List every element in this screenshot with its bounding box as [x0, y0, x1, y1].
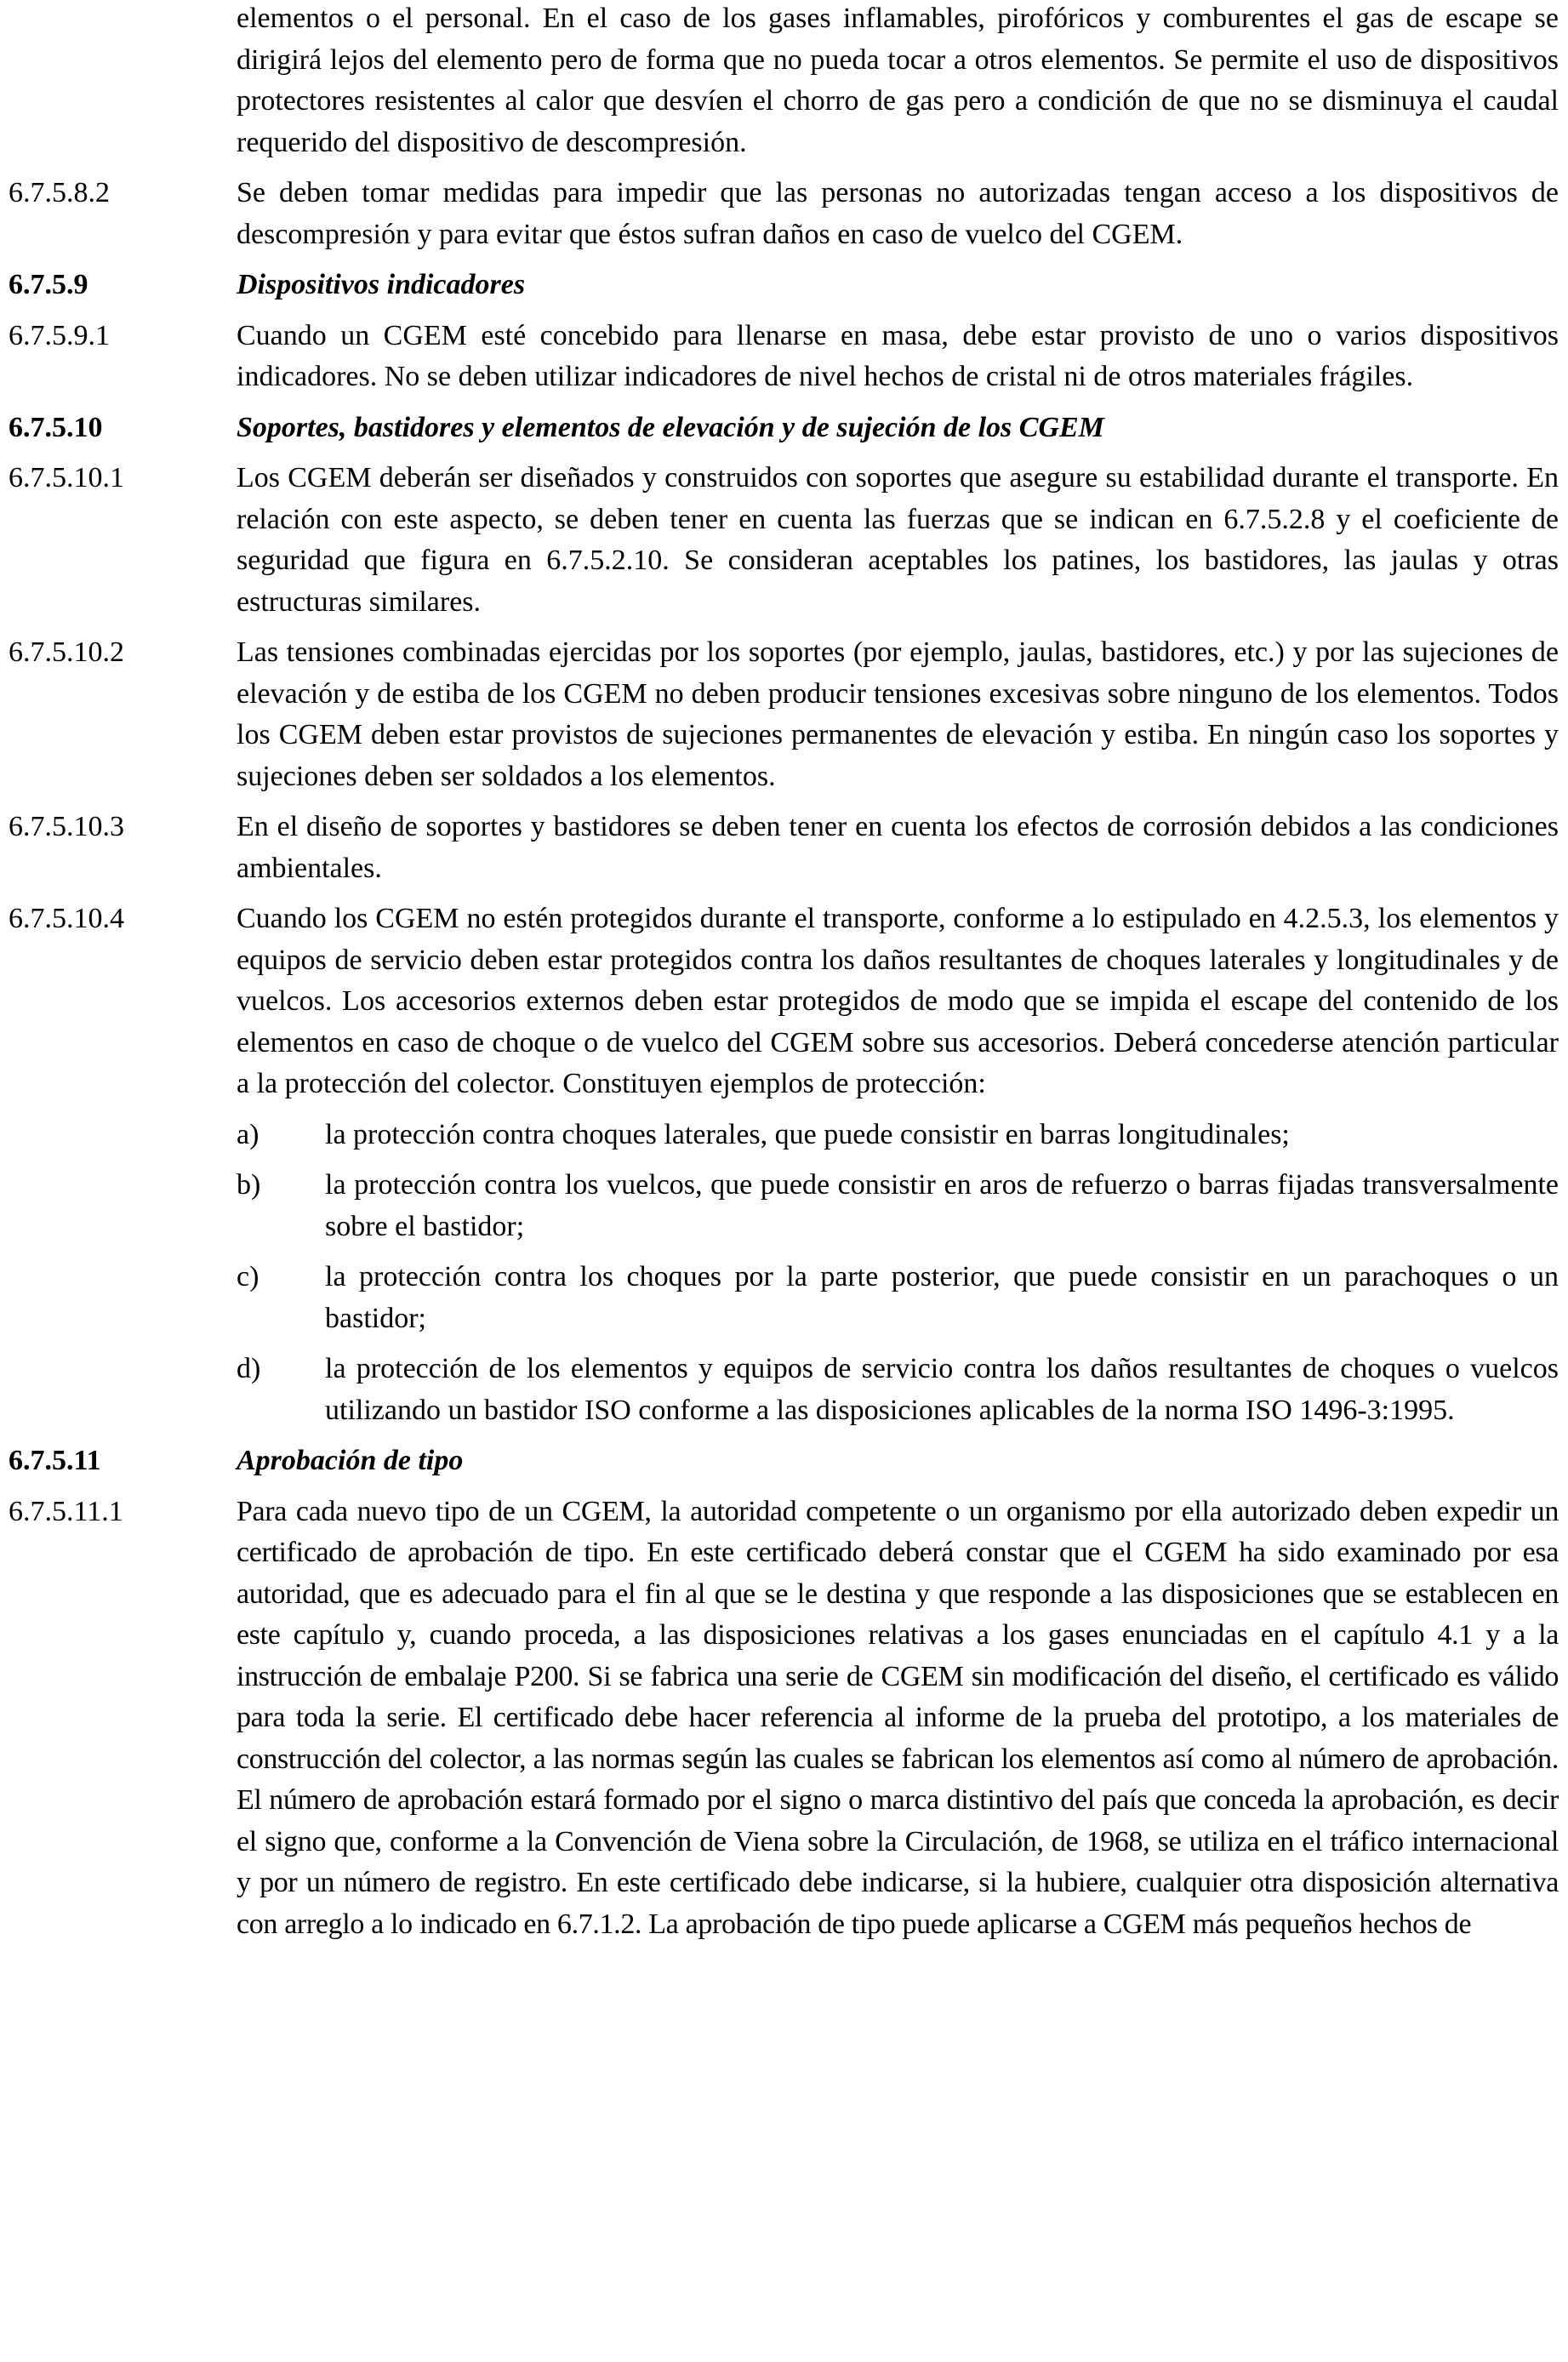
- paragraph-6-7-5-9-1: [9, 316, 1559, 398]
- list-item: [237, 1349, 1559, 1431]
- paragraph-text: Las tensiones combinadas ejercidas por los soportes (por ejemplo, jaulas, bastidores, etc.) y por las sujeciones de elevación y de estiba de los CGEM no deben producir tensiones excesivas sobre ninguno de los elementos. Todos los CGEM deben estar provistos de sujeciones permanentes de elevación y estiba. En ningún caso los soportes y sujeciones deben ser soldados a los elementos.: [237, 636, 1559, 792]
- paragraph-text: En el diseño de soportes y bastidores se deben tener en cuenta los efectos de corrosión debidos a las condiciones ambientales.: [237, 811, 1559, 884]
- section-number: 6.7.5.9: [9, 269, 88, 300]
- paragraph-text: Cuando un CGEM esté concebido para llenarse en masa, debe estar provisto de uno o varios dispositivos indicadores. No se deben utilizar indicadores de nivel hechos de cristal ni de otros materiales frágiles.: [237, 319, 1559, 392]
- section-heading-6-7-5-11: [9, 1441, 1559, 1482]
- list-item: [237, 1165, 1559, 1247]
- section-number: 6.7.5.11: [9, 1445, 101, 1476]
- paragraph-number: 6.7.5.11.1: [9, 1495, 123, 1527]
- paragraph-6-7-5-10-2: [9, 632, 1559, 797]
- paragraph-6-7-5-8-2: [9, 173, 1559, 255]
- paragraph-6-7-5-10-1: [9, 458, 1559, 623]
- section-title: Aprobación de tipo: [237, 1445, 464, 1476]
- list-item: [237, 1257, 1559, 1339]
- paragraph-6-7-5-11-1: [9, 1492, 1559, 1946]
- paragraph-number: 6.7.5.10.4: [9, 903, 124, 934]
- list-item-text: la protección de los elementos y equipos de servicio contra los daños resultantes de choques o vuelcos utilizando un bastidor ISO conforme a las disposiciones aplicables de la norma ISO 1496-3:1995.: [325, 1353, 1559, 1426]
- section-title: Dispositivos indicadores: [237, 269, 526, 300]
- paragraph-text: Cuando los CGEM no estén protegidos durante el transporte, conforme a lo estipulado en 4.2.5.3, los elementos y equipos de servicio deben estar protegidos contra los daños resultantes de choques laterales y longitudinales y de vuelcos. Los accesorios externos deben estar protegidos de modo que se impida el escape del contenido de los elementos en caso de choque o de vuelco del CGEM sobre sus accesorios. Deberá concederse atención particular a la protección del colector. Constituyen ejemplos de protección:: [237, 903, 1559, 1099]
- list-item: [237, 1115, 1559, 1156]
- list-item-text: la protección contra los vuelcos, que puede consistir en aros de refuerzo o barras fijadas transversalmente sobre el bastidor;: [325, 1169, 1559, 1242]
- document-content: [9, 0, 1559, 1954]
- paragraph-text: Se deben tomar medidas para impedir que las personas no autorizadas tengan acceso a los dispositivos de descompresión y para evitar que éstos sufran daños en caso de vuelco del CGEM.: [237, 177, 1559, 250]
- paragraph-6-7-5-10-4: [9, 899, 1559, 1105]
- list-item-letter: b): [237, 1169, 261, 1201]
- paragraph-number: 6.7.5.9.1: [9, 319, 110, 351]
- list-item-letter: d): [237, 1353, 261, 1384]
- protection-examples-list: [237, 1115, 1559, 1432]
- list-item-letter: c): [237, 1261, 259, 1292]
- paragraph-text: Los CGEM deberán ser diseñados y construidos con soportes que asegure su estabilidad durante el transporte. En relación con este aspecto, se deben tener en cuenta las fuerzas que se indican en 6.7.5.2.8 y el coeficiente de seguridad que figura en 6.7.5.2.10. Se consideran aceptables los patines, los bastidores, las jaulas y otras estructuras similares.: [237, 462, 1559, 618]
- paragraph-text: Para cada nuevo tipo de un CGEM, la autoridad competente o un organismo por ella autorizado deben expedir un certificado de aprobación de tipo. En este certificado deberá constar que el CGEM ha sido examinado por esa autoridad, que es adecuado para el fin al que se le destina y que responde a las disposiciones que se establecen en este capítulo y, cuando proceda, a las disposiciones relativas a los gases enunciadas en el capítulo 4.1 y a la instrucción de embalaje P200. Si se fabrica una serie de CGEM sin modificación del diseño, el certificado es válido para toda la serie. El certificado debe hacer referencia al informe de la prueba del prototipo, a los materiales de construcción del colector, a las normas según las cuales se fabrican los elementos así como al número de aprobación. El número de aprobación estará formado por el signo o marca distintivo del país que conceda la aprobación, es decir el signo que, conforme a la Convención de Viena sobre la Circulación, de 1968, se utiliza en el tráfico internacional y por un número de registro. En este certificado debe indicarse, si la hubiere, cualquier otra disposición alternativa con arreglo a lo indicado en 6.7.1.2. La aprobación de tipo puede aplicarse a CGEM más pequeños hechos de: [237, 1495, 1559, 1940]
- paragraph-continuation: [9, 0, 1559, 163]
- list-item-text: la protección contra los choques por la parte posterior, que puede consistir en un parachoques o un bastidor;: [325, 1261, 1559, 1334]
- section-title: Soportes, bastidores y elementos de elevación y de sujeción de los CGEM: [237, 411, 1104, 443]
- section-heading-6-7-5-9: [9, 265, 1559, 306]
- list-item-letter: a): [237, 1118, 259, 1150]
- paragraph-text: elementos o el personal. En el caso de los gases inflamables, pirofóricos y comburentes el gas de escape se dirigirá lejos del elemento pero de forma que no pueda tocar a otros elementos. Se permite el uso de dispositivos protectores resistentes al calor que desvíen el chorro de gas pero a condición de que no se disminuya el caudal requerido del dispositivo de descompresión.: [237, 3, 1559, 158]
- list-item-text: la protección contra choques laterales, que puede consistir en barras longitudinales;: [325, 1118, 1290, 1150]
- paragraph-number: 6.7.5.10.2: [9, 636, 124, 668]
- paragraph-number: 6.7.5.8.2: [9, 177, 110, 208]
- paragraph-6-7-5-10-3: [9, 807, 1559, 889]
- section-number: 6.7.5.10: [9, 411, 103, 443]
- section-heading-6-7-5-10: [9, 408, 1559, 449]
- paragraph-number: 6.7.5.10.1: [9, 462, 124, 494]
- paragraph-number: 6.7.5.10.3: [9, 811, 124, 842]
